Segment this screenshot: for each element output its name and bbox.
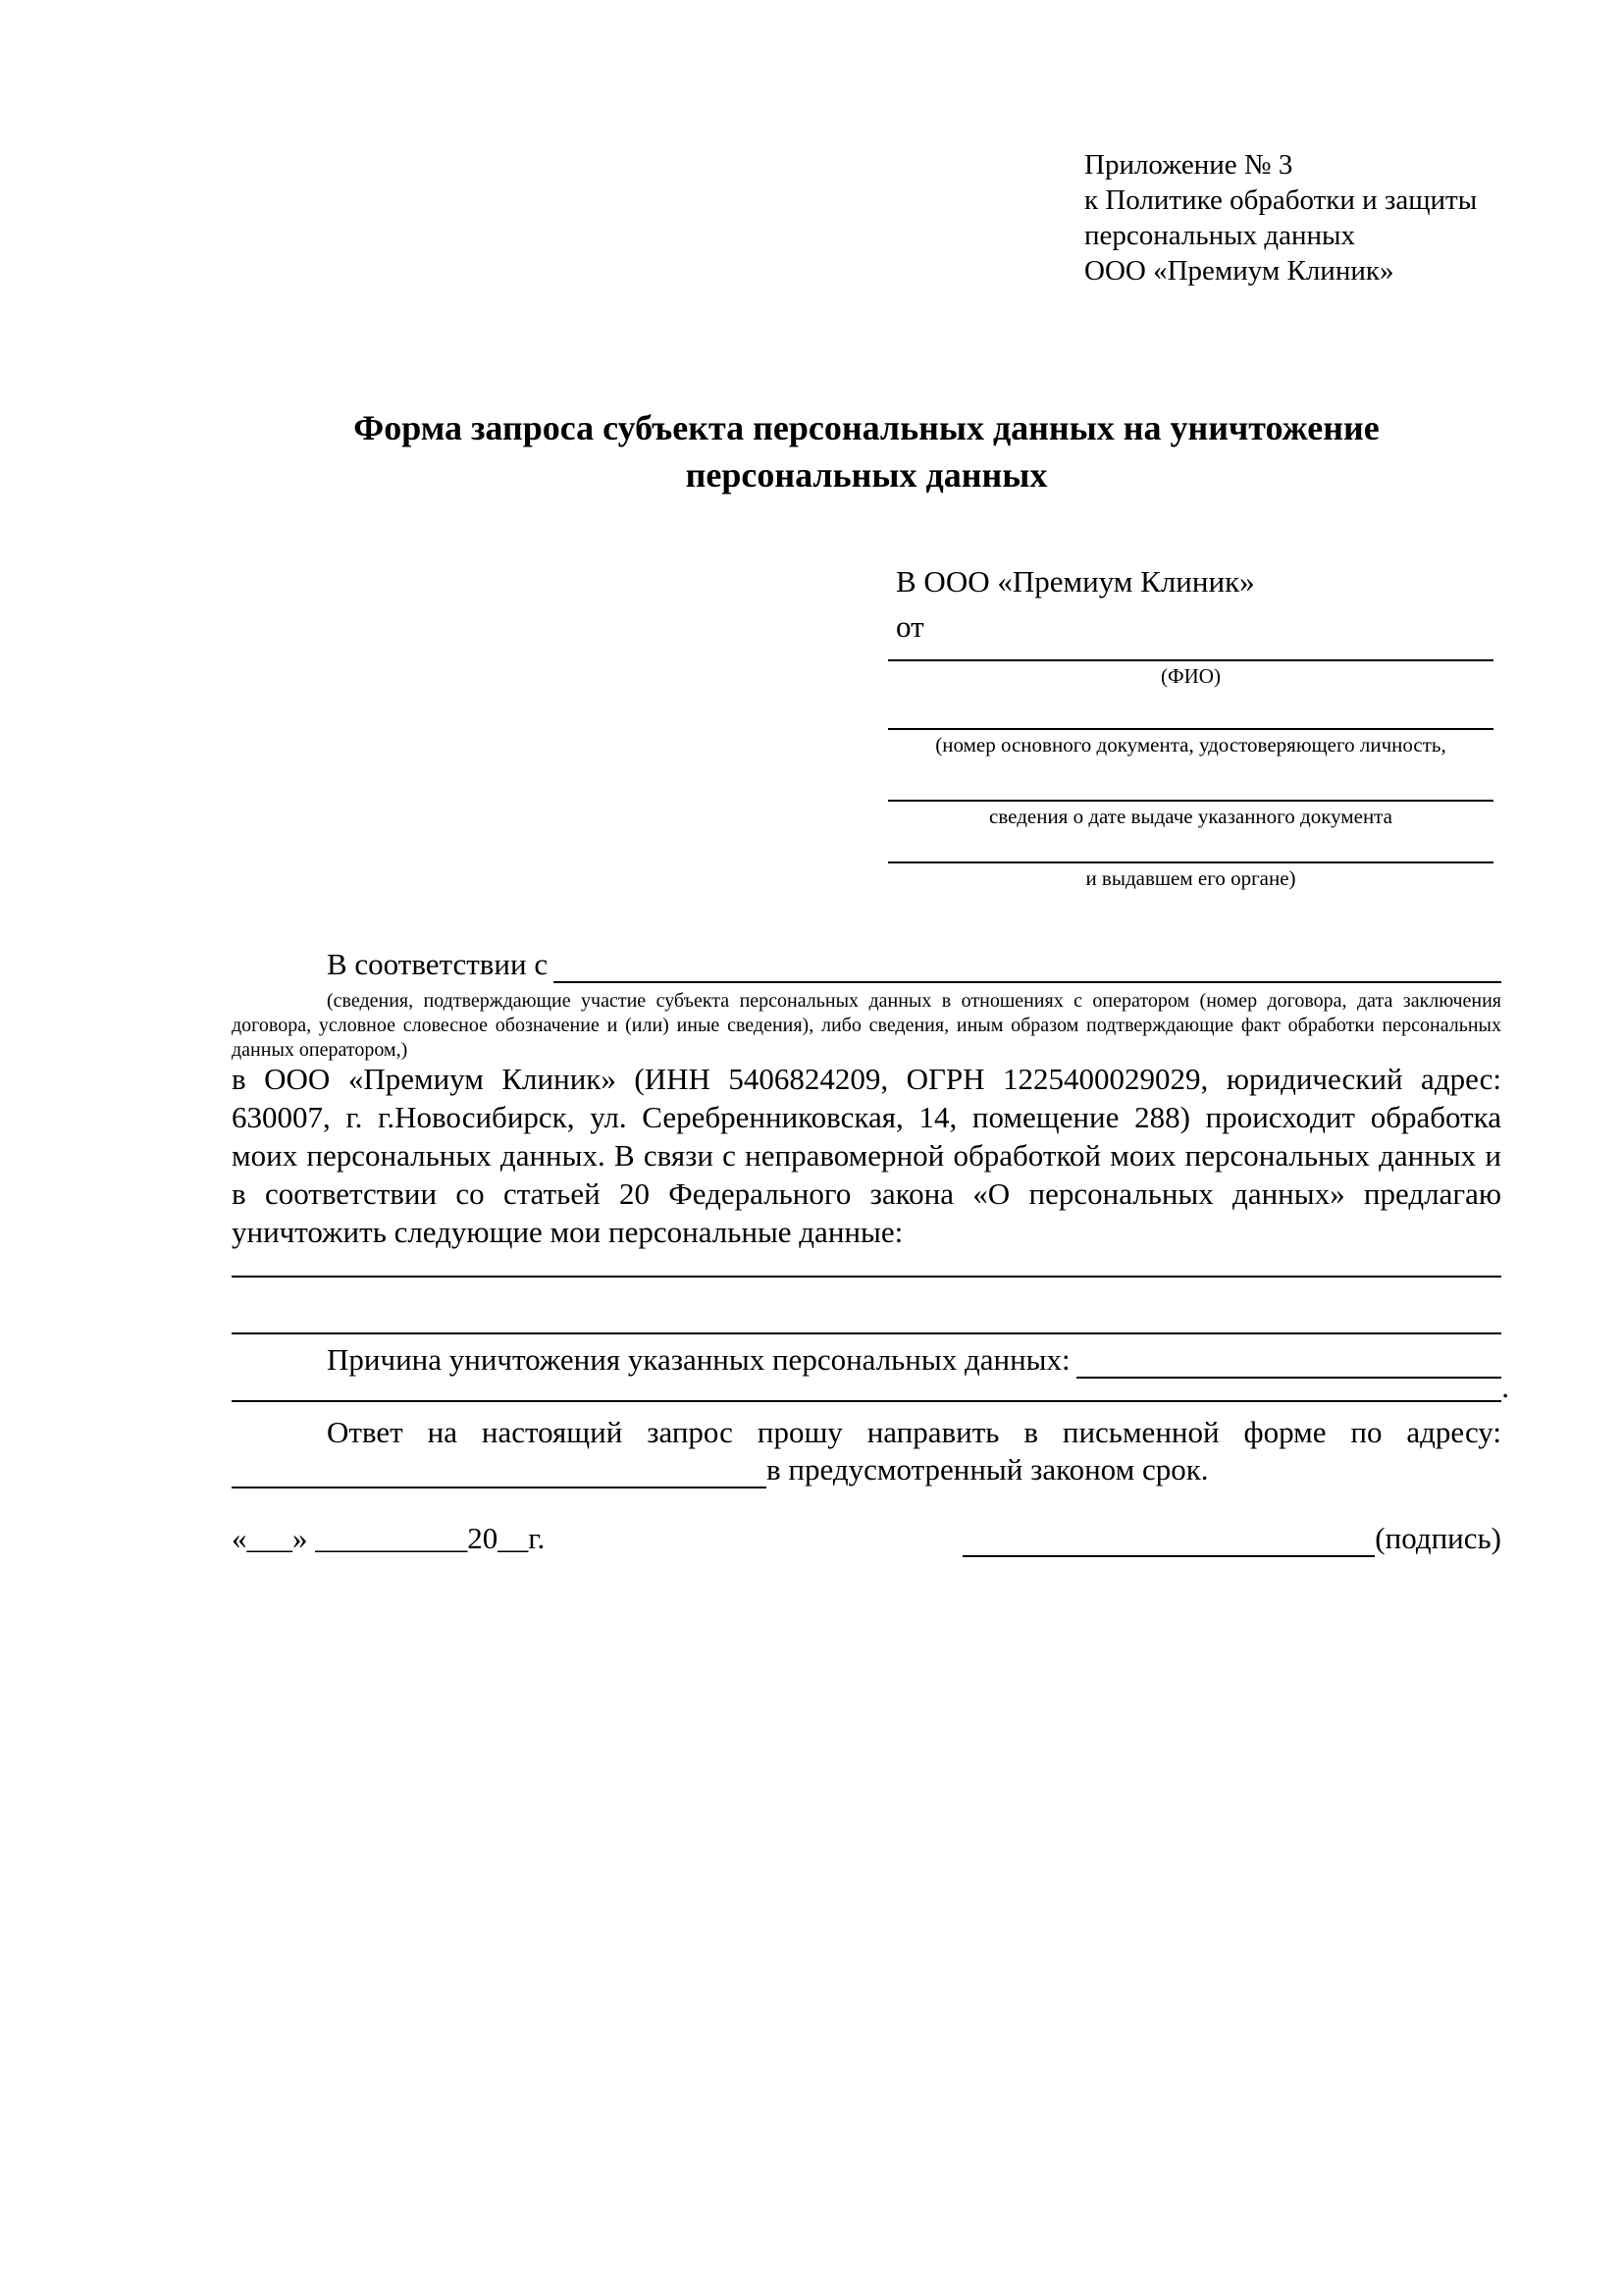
sentence-period: . xyxy=(1501,1370,1509,1404)
doc-issue-date-caption: сведения о дате выдаче указанного документа xyxy=(989,805,1392,828)
signature-caption: (подпись) xyxy=(1375,1521,1501,1555)
address-input-line[interactable] xyxy=(232,1455,766,1488)
main-paragraph: в ООО «Премиум Клиник» (ИНН 5406824209, ОГРН 1225400029029, юридический адрес: 630007, г. г.Новосибирск, ул. Серебренниковская, 14, помещение 288) происходит обработка моих персональных данных. В связи с неправомерной обработкой моих персональных данных и в соответствии со статьей 20 Федерального закона «О персональных данных» предлагаю уничтожить следующие мои персональные данные: xyxy=(232,1062,1501,1249)
document-title-line: Форма запроса субъекта персональных данных на уничтожение xyxy=(353,408,1380,447)
appendix-note-line: к Политике обработки и защиты xyxy=(1084,184,1478,216)
reply-term-text: в предусмотренный законом срок. xyxy=(766,1452,1209,1487)
personal-data-input-line-1[interactable] xyxy=(232,1276,1501,1278)
doc-issuer-caption: и выдавшем его органе) xyxy=(1085,866,1296,890)
fio-caption: (ФИО) xyxy=(1161,664,1221,688)
appendix-note-line: Приложение № 3 xyxy=(1084,149,1293,181)
from-label: от xyxy=(896,609,924,644)
appendix-note-line: персональных данных xyxy=(1084,220,1356,251)
reply-request-line: Ответ на настоящий запрос прошу направить в письменной форме по адресу: xyxy=(327,1415,1501,1449)
document-title-line: персональных данных xyxy=(685,455,1048,495)
document-title xyxy=(232,404,1501,498)
date-field[interactable]: «___» __________20__г. xyxy=(232,1521,546,1555)
doc-number-input-line[interactable] xyxy=(888,728,1493,730)
appendix-note xyxy=(1084,147,1536,288)
accordance-caption: (сведения, подтверждающие участие субъекта персональных данных в отношениях с оператором (номер договора, дата заключения договора, условное словесное обозначение и (или) иные сведения), либо сведения, иным образом подтверждающие факт обработки персональных данных оператором,) xyxy=(232,990,1501,1061)
accordance-label: В соответствии с xyxy=(327,947,549,981)
doc-issue-date-input-line[interactable] xyxy=(888,800,1493,802)
addressee-company: В ООО «Премиум Клиник» xyxy=(896,564,1255,599)
reason-label: Причина уничтожения указанных персональных данных: xyxy=(327,1342,1071,1377)
reason-input-line-2[interactable] xyxy=(232,1373,1501,1402)
fio-input-line[interactable] xyxy=(888,659,1493,661)
reason-continuation-row xyxy=(232,1372,1509,1402)
footer-row xyxy=(232,1519,1501,1557)
reply-address-row xyxy=(232,1450,1501,1488)
accordance-input-line[interactable] xyxy=(553,950,1501,983)
signature-input-line[interactable] xyxy=(963,1524,1375,1557)
personal-data-input-line-2[interactable] xyxy=(232,1332,1501,1334)
appendix-note-line: ООО «Премиум Клиник» xyxy=(1084,255,1394,287)
doc-issuer-input-line[interactable] xyxy=(888,861,1493,863)
signature-group xyxy=(963,1519,1501,1557)
accordance-row xyxy=(232,945,1501,983)
doc-number-caption: (номер основного документа, удостоверяющего личность, xyxy=(935,733,1446,757)
